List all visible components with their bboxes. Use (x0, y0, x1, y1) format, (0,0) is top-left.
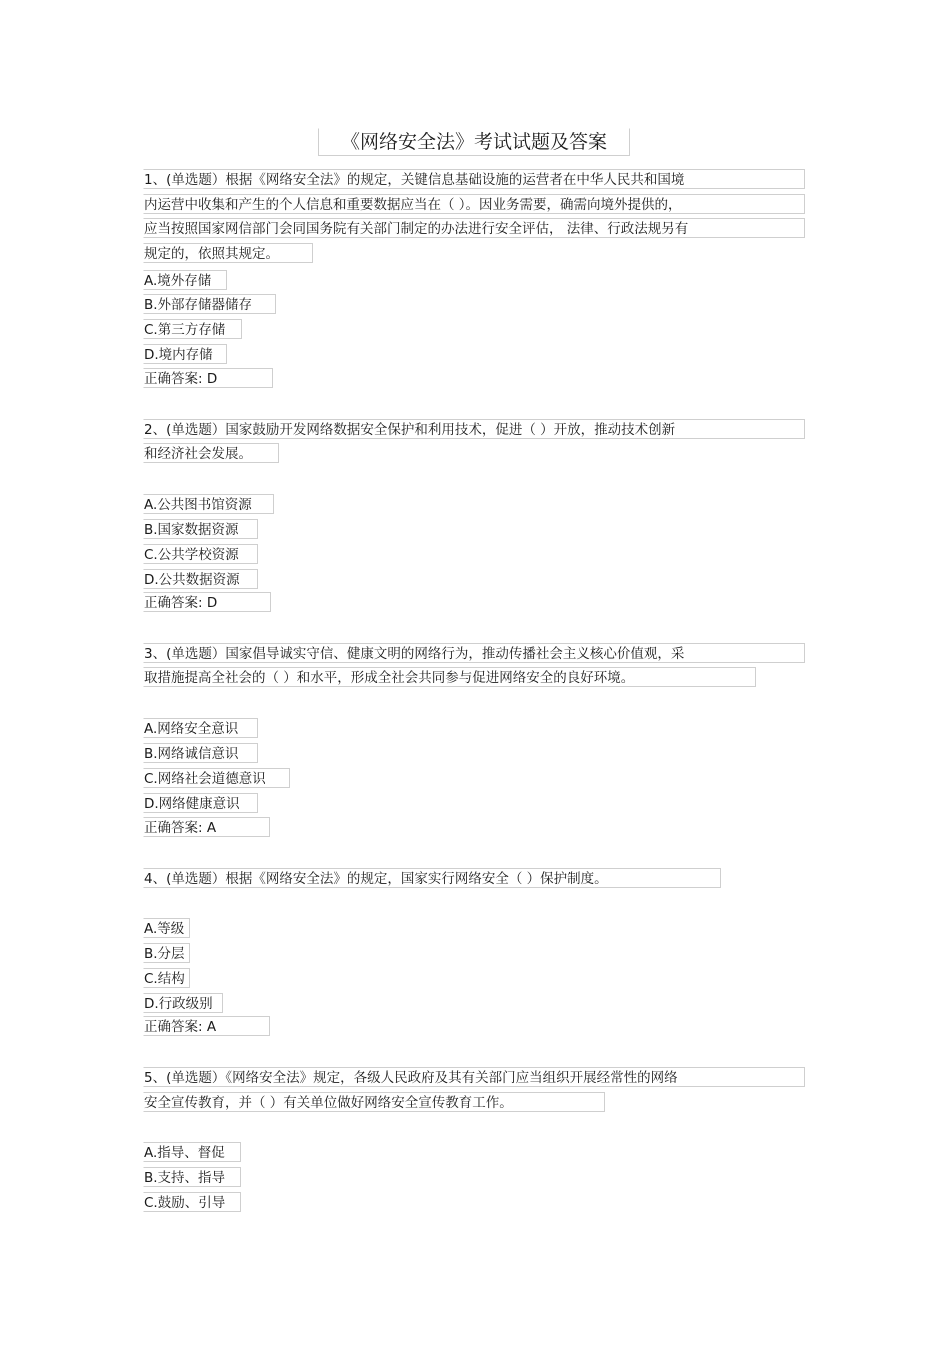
question-4-text-line: 4、(单选题）根据《网络安全法》的规定，国家实行网络安全（ ）保护制度。 (143, 868, 721, 888)
question-4-option-d: D.行政级别 (143, 993, 223, 1013)
question-2-option-a: A.公共图书馆资源 (143, 494, 274, 514)
question-1-answer: 正确答案: D (143, 368, 273, 388)
question-1-option-c: C.第三方存储 (143, 319, 242, 339)
question-4-option-c: C.结构 (143, 968, 190, 988)
question-3-answer: 正确答案: A (143, 817, 270, 837)
question-4-option-a: A.等级 (143, 918, 190, 938)
question-2-text-line: 和经济社会发展。 (143, 443, 279, 463)
question-3-option-d: D.网络健康意识 (143, 793, 258, 813)
question-1-option-a: A.境外存储 (143, 270, 227, 290)
question-2-text-line: 2、(单选题）国家鼓励开发网络数据安全保护和利用技术，促进（ ）开放，推动技术创新 (143, 419, 805, 439)
question-4-option-b: B.分层 (143, 943, 190, 963)
question-3-option-b: B.网络诚信意识 (143, 743, 258, 763)
question-3-text-line: 取措施提高全社会的（ ）和水平，形成全社会共同参与促进网络安全的良好环境。 (143, 667, 756, 687)
question-5-text-line: 5、(单选题）《网络安全法》规定，各级人民政府及其有关部门应当组织开展经常性的网络 (143, 1067, 805, 1087)
question-5-option-b: B.支持、指导 (143, 1167, 241, 1187)
question-1-text-line: 规定的，依照其规定。 (143, 243, 313, 263)
question-1-text-line: 1、(单选题）根据《网络安全法》的规定，关键信息基础设施的运营者在中华人民共和国境 (143, 169, 805, 189)
page-title: 《网络安全法》考试试题及答案 (318, 128, 630, 156)
question-1-text-line: 应当按照国家网信部门会同国务院有关部门制定的办法进行安全评估， 法律、行政法规另有 (143, 218, 805, 238)
question-3-option-c: C.网络社会道德意识 (143, 768, 290, 788)
question-5-text-line: 安全宣传教育，并（ ）有关单位做好网络安全宣传教育工作。 (143, 1092, 605, 1112)
question-1-option-b: B.外部存储器储存 (143, 294, 276, 314)
question-2-answer: 正确答案: D (143, 592, 271, 612)
question-1-text-line: 内运营中收集和产生的个人信息和重要数据应当在（ ）。因业务需要，确需向境外提供的， (143, 194, 805, 214)
question-4-answer: 正确答案: A (143, 1016, 270, 1036)
question-1-option-d: D.境内存储 (143, 344, 227, 364)
question-2-option-d: D.公共数据资源 (143, 569, 258, 589)
question-5-option-a: A.指导、督促 (143, 1142, 241, 1162)
question-5-option-c: C.鼓励、引导 (143, 1192, 241, 1212)
question-2-option-b: B.国家数据资源 (143, 519, 258, 539)
question-3-option-a: A.网络安全意识 (143, 718, 258, 738)
question-3-text-line: 3、(单选题）国家倡导诚实守信、健康文明的网络行为，推动传播社会主义核心价值观，采 (143, 643, 805, 663)
question-2-option-c: C.公共学校资源 (143, 544, 258, 564)
